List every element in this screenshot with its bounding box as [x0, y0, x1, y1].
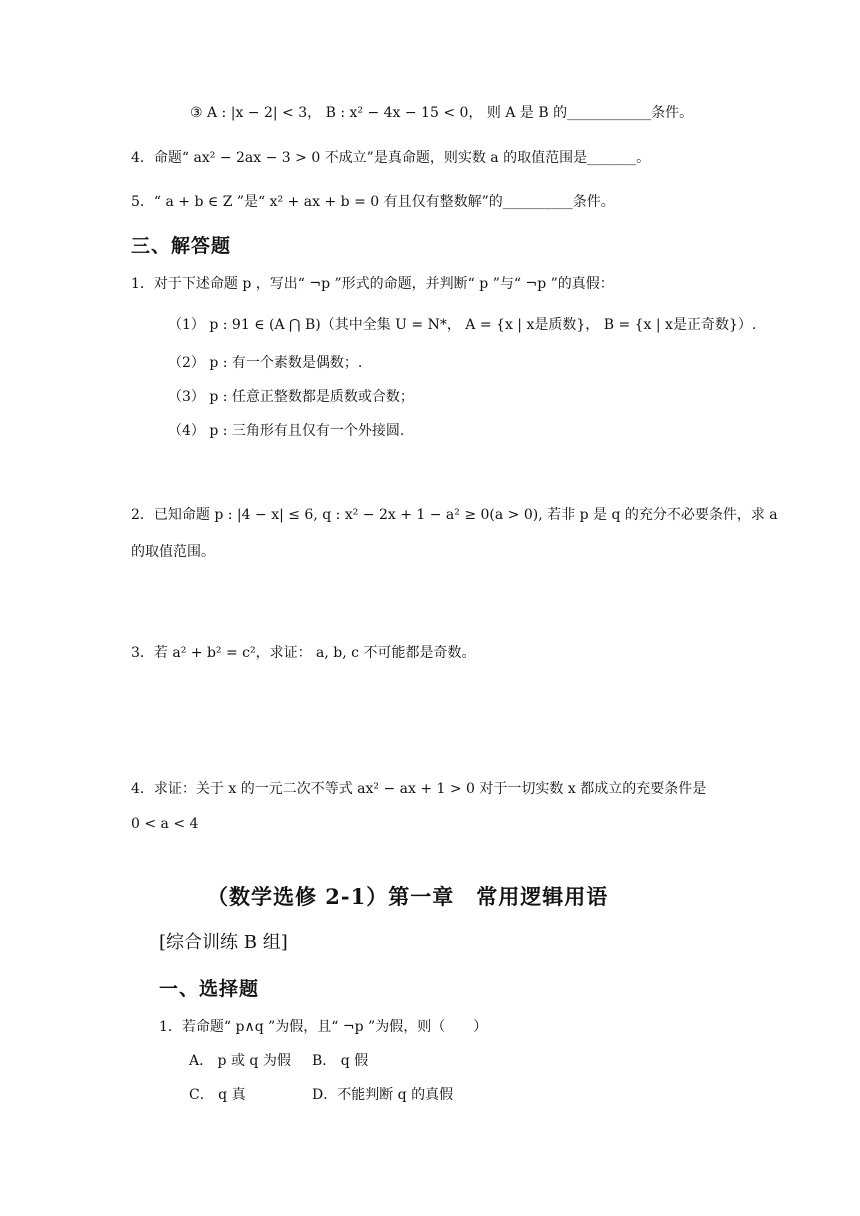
section-heading-answer: 三、解答题 — [131, 235, 232, 257]
chapter-title: （数学选修 2-1）第一章 常用逻辑用语 — [207, 884, 609, 909]
answer-question-4-line-2: 0 < a < 4 — [131, 816, 199, 832]
answer-question-3: 3．若 a² + b² = c²，求证： a, b, c 不可能都是奇数。 — [131, 645, 476, 661]
question-4-fill-text: 4．命题“ ax² − 2ax − 3 > 0 不成立”是真命题，则实数 a 的取值范围是_______。 — [131, 150, 651, 166]
question-5-fill-text: 5．“ a + b ∈ Z ”是“ x² + ax + b = 0 有且仅有整数解”的__________条件。 — [131, 194, 615, 210]
answer-question-2-line-2: 的取值范围。 — [131, 544, 215, 560]
answer-question-1-text: 1．对于下述命题 p ，写出“ ¬p ”形式的命题，并判断“ p ”与“ ¬p ”的真假： — [131, 276, 614, 292]
question-4-fill — [131, 148, 650, 168]
option-d: D．不能判断 q 的真假 — [312, 1087, 454, 1103]
option-a: A． p 或 q 为假 — [189, 1053, 291, 1069]
option-c: C． q 真 — [189, 1087, 246, 1103]
sub-item-4: （4） p : 三角形有且仅有一个外接圆. — [168, 423, 405, 439]
section-heading-choice: 一、选择题 — [159, 978, 260, 1000]
answer-question-2-line-1: 2．已知命题 p : |4 − x| ≤ 6, q : x² − 2x + 1 − a² ≥ 0(a > 0), 若非 p 是 q 的充分不必要条件，求 a — [131, 507, 778, 523]
sub-item-2: （2） p : 有一个素数是偶数；. — [168, 355, 363, 371]
answer-question-4-line-1: 4．求证：关于 x 的一元二次不等式 ax² − ax + 1 > 0 对于一切实数 x 都成立的充要条件是 — [131, 781, 707, 797]
choice-question-1: 1．若命题“ p∧q ”为假，且“ ¬p ”为假，则（ ） — [159, 1019, 488, 1035]
option-b: B． q 假 — [312, 1053, 369, 1069]
question-5-fill — [131, 192, 615, 212]
item-3-condition — [190, 103, 693, 123]
answer-question-1 — [131, 274, 614, 294]
sub-item-1: （1） p : 91 ∈ (A ⋂ B)（其中全集 U = N*， A = {x | x是质数}， B = {x | x是正奇数}）. — [168, 317, 757, 333]
group-label: [综合训练 B 组] — [159, 932, 288, 953]
sub-item-3: （3） p : 任意正整数都是质数或合数； — [168, 389, 414, 405]
item-3-condition-text: ③ A : |x − 2| < 3， B : x² − 4x − 15 < 0， 则 A 是 B 的____________条件。 — [190, 105, 694, 121]
